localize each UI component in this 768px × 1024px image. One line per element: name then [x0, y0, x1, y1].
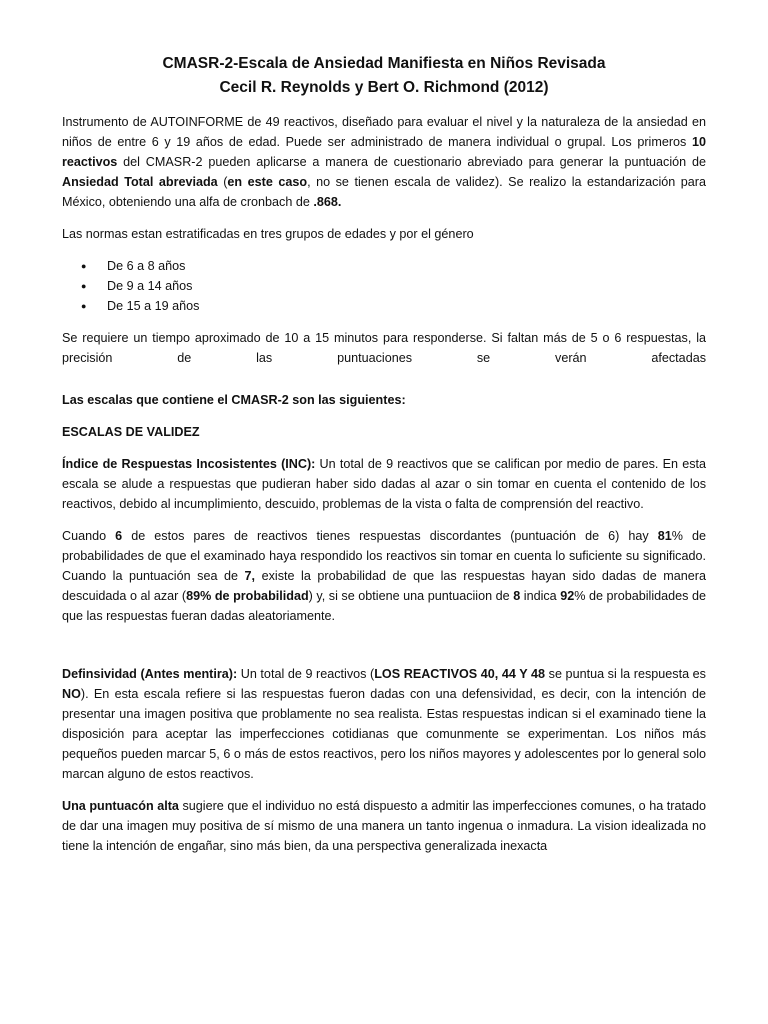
inc-detail-bold-6: 92: [560, 589, 575, 603]
list-item: ● De 6 a 8 años: [107, 256, 706, 276]
time-paragraph: Se requiere un tiempo aproximado de 10 a 15 minutos para responderse. Si faltan más de 5 o 6 respuestas, la precisión de las puntuaciones se verán afectadas: [62, 331, 706, 365]
inc-detail-text-3: % de probabilidades de que el examinado haya respondido los reactivos sin tomar en cuenta lo suficiente su significado. Cuando la puntuación sea de: [62, 529, 706, 583]
validity-heading: ESCALAS DE VALIDEZ: [62, 425, 200, 439]
inc-detail-bold-1: 6: [115, 529, 123, 543]
inc-detail-text-1: Cuando: [62, 529, 116, 543]
list-item: ● De 9 a 14 años: [107, 276, 706, 296]
norms-paragraph: Las normas estan estratificadas en tres grupos de edades y por el género: [62, 227, 474, 241]
high-score-text: sugiere que el individuo no está dispuesto a admitir las imperfecciones comunes, o ha tratado de dar una imagen muy positiva de sí mismo de una manera un tanto ingenua o inmadura. La vision idealizada no tiene la intención de engañar, sino más bien, da una perspectiva generalizada inexacta: [62, 799, 706, 853]
list-item: ● De 15 a 19 años: [107, 296, 706, 316]
age-group-list: [62, 256, 706, 316]
inc-detail-text-7: % de probabilidades de que las respuestas fueran dadas aleatoriamente.: [62, 589, 707, 623]
inc-detail-text-6: indica: [520, 589, 561, 603]
intro-text-2: del CMASR-2 pueden aplicarse a manera de cuestionario abreviado para generar la puntuación de: [117, 155, 706, 169]
inc-detail-bold-4: 89% de probabilidad: [186, 589, 309, 603]
intro-paragraph: [62, 112, 706, 212]
defensiveness-paragraph: [62, 664, 706, 784]
high-score-bold: Una puntuacón alta: [62, 799, 179, 813]
def-text-2: se puntua si la respuesta es: [545, 667, 706, 681]
intro-text-3: (: [217, 175, 228, 189]
intro-text-4: , no se tienen escala de validez). Se realizo la estandarización para México, obteniendo una alfa de cronbach de: [62, 175, 706, 209]
intro-bold-2: Ansiedad Total abreviada: [62, 175, 218, 189]
spacer: [62, 638, 706, 664]
inc-detail-bold-5: 8: [513, 589, 521, 603]
high-score-paragraph: [62, 796, 706, 856]
inc-detail-bold-2: 81: [657, 529, 672, 543]
def-label: Definsividad (Antes mentira):: [62, 667, 238, 681]
inc-detail-text-5: ) y, si se obtiene una puntuaciion de: [308, 589, 514, 603]
document-authors: Cecil R. Reynolds y Bert O. Richmond (2012): [219, 79, 549, 96]
inc-label: Índice de Respuestas Incosistentes (INC):: [62, 457, 316, 471]
def-text-1: Un total de 9 reactivos (: [237, 667, 375, 681]
intro-text-1: Instrumento de AUTOINFORME de 49 reactivos, diseñado para evaluar el nivel y la naturaleza de la ansiedad en niños de entre 6 y 19 años de edad. Puede ser administrado de manera individual o grupal. Los primeros: [62, 115, 706, 149]
inc-detail-bold-3: 7,: [244, 569, 256, 583]
document-title: CMASR-2-Escala de Ansiedad Manifiesta en Niños Revisada: [162, 55, 606, 72]
def-bold-1: LOS REACTIVOS 40, 44 Y 48: [374, 667, 546, 681]
def-text-3: ). En esta escala refiere si las respuestas fueron dadas con una defensividad, es decir, con la intención de presentar una imagen positiva que problamente no sea realista. Estas respuestas indican si el examinado tiene la disposición para aceptar las imperfecciones cotidianas que comunmente se experimentan. Los niños más pequeños pueden marcar 5, 6 o más de estos reactivos, pero los niños mayores y adolescentes por lo general solo marcan alguno de estos reactivos.: [62, 687, 706, 781]
inc-text: Un total de 9 reactivos que se califican por medio de pares. En esta escala se alude a respuestas que pudieran haber sido dadas al azar o sin tomar en cuenta el contenido de los reactivos, debido al incumplimiento, descuido, problemas de la vista o falta de comprensión del reactivo.: [62, 457, 707, 511]
scales-heading: Las escalas que contiene el CMASR-2 son las siguientes:: [62, 393, 406, 407]
intro-bold-1: 10 reactivos: [62, 135, 706, 169]
inc-detail-paragraph: [62, 526, 706, 626]
intro-bold-4: .868.: [313, 195, 342, 209]
inc-detail-text-2: de estos pares de reactivos tienes respuestas discordantes (puntuación de 6) hay: [122, 529, 658, 543]
spacer: [62, 368, 706, 390]
inc-paragraph: [62, 454, 706, 514]
inc-detail-text-4: existe la probabilidad de que las respuestas hayan sido dadas de manera descuidada o al azar (: [62, 569, 706, 603]
intro-bold-3: en este caso: [227, 175, 308, 189]
def-bold-2: NO: [62, 687, 81, 701]
